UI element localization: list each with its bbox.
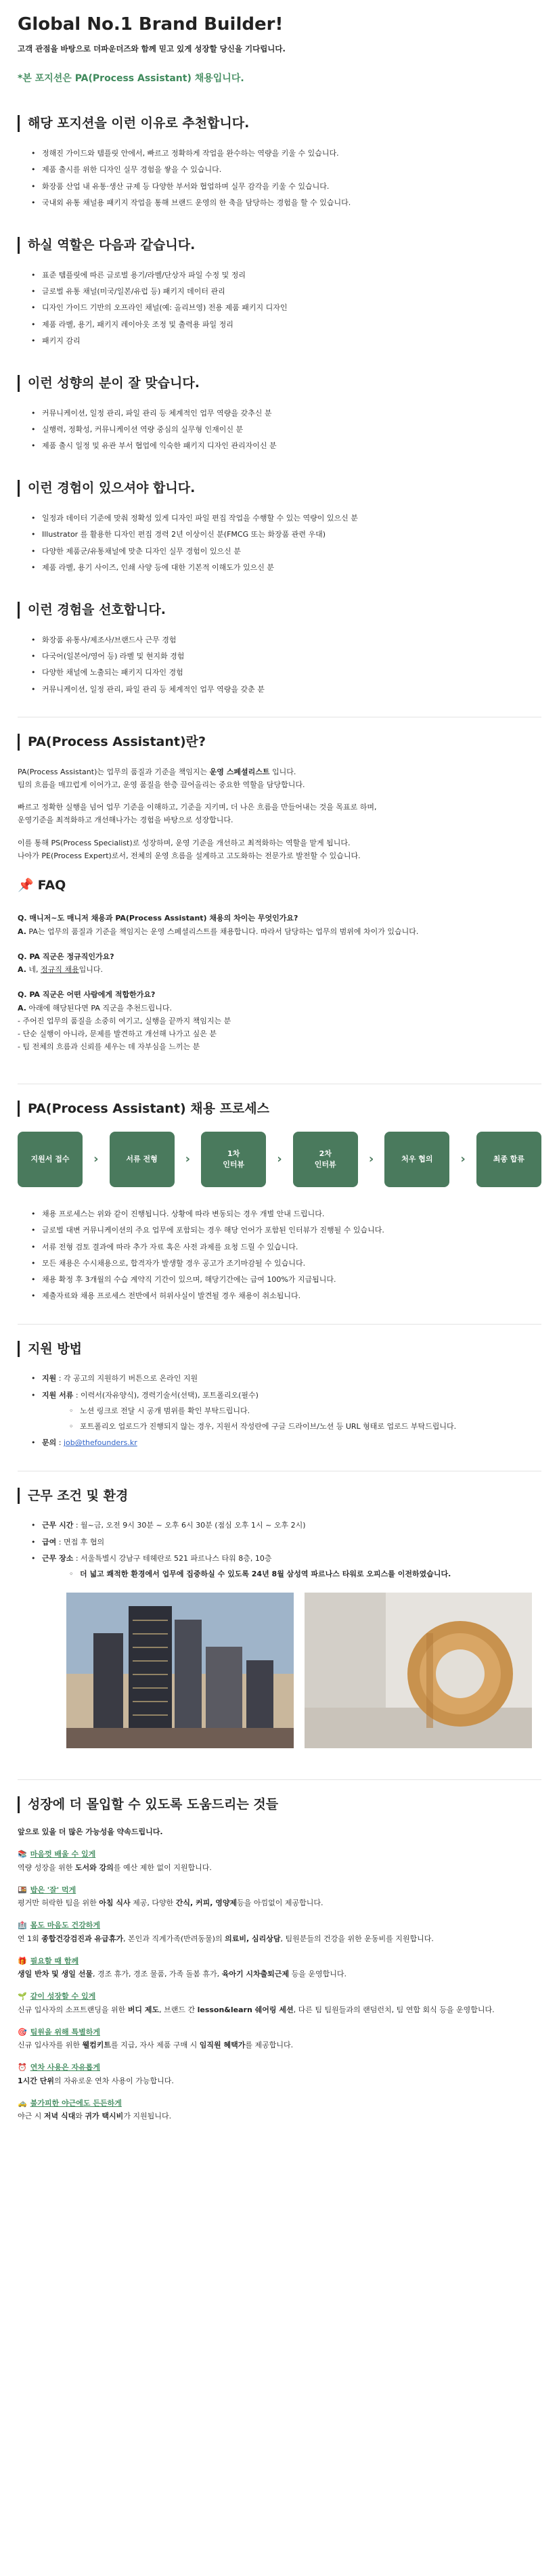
- text: PA(Process Assistant)는 업무의 품질과 기준을 책임지는: [18, 767, 210, 776]
- benefit-heading: [18, 2061, 541, 2074]
- text-strong: 귀가 택시비: [85, 2112, 124, 2121]
- text: : 월~금, 오전 9시 30분 ~ 오후 6시 30분 (점심 오후 1시 ~ 오후 2시): [73, 1521, 306, 1530]
- list-item: • 화장품 산업 내 유통·생산 규제 등 다양한 부서와 협업하며 실무 감각을 키울 수 있습니다.: [31, 180, 541, 193]
- faq-line: - 팀 전체의 흐름과 신뢰를 세우는 데 자부심을 느끼는 분: [18, 1042, 200, 1052]
- chevron-right-icon: ›: [185, 1152, 191, 1167]
- benefit-body: [18, 1932, 541, 1945]
- text: : 서울특별시 강남구 테헤란로 521 파르나스 타워 8층, 10층: [73, 1553, 272, 1563]
- list-item: • 패키지 감리: [31, 334, 541, 347]
- chevron-right-icon: ›: [368, 1152, 374, 1167]
- text-strong: A.: [18, 965, 26, 975]
- list-item: • 채용 프로세스는 위와 같이 진행됩니다. 상황에 따라 변동되는 경우 개별 안내 드립니다.: [31, 1207, 541, 1220]
- text: : 각 공고의 지원하기 버튼으로 온라인 지원: [56, 1374, 198, 1383]
- text-underlined: 정규직 채용: [41, 965, 79, 975]
- chevron-right-icon: ›: [93, 1152, 99, 1167]
- process-step: 처우 협의: [384, 1132, 449, 1187]
- text: 역량 성장을 위한: [18, 1863, 75, 1872]
- section-title: 이런 성향의 분이 잘 맞습니다.: [18, 375, 541, 392]
- list-item: • 모든 채용은 수시채용으로, 합격자가 발생할 경우 공고가 조기마감될 수 있습니다.: [31, 1257, 541, 1270]
- text-strong: 지원 서류: [42, 1390, 74, 1400]
- process-step: 1차 인터뷰: [201, 1132, 266, 1187]
- section-title: 근무 조건 및 환경: [18, 1488, 541, 1505]
- list-item: • 다국어(일본어/영어 등) 라벨 및 현지화 경험: [31, 650, 541, 663]
- benefit-heading: [18, 1919, 541, 1932]
- faq-answer: [18, 963, 541, 976]
- text-strong: 급여: [42, 1537, 57, 1547]
- benefit-body: [18, 1896, 541, 1909]
- text: 와: [75, 2112, 85, 2121]
- personality-list: [18, 407, 541, 453]
- faq-answer: [18, 925, 541, 938]
- text-strong: 앞으로 있을 더 많은 가능성을 약속드립니다.: [18, 1827, 163, 1837]
- benefit-body: [18, 2110, 541, 2123]
- duties-list: [18, 269, 541, 347]
- section-apply: [18, 1330, 541, 1467]
- text: 이를 통해 PS(Process Specialist)로 성장하며, 운영 기준을 개선하고 최적화하는 역할을 맡게 됩니다.: [18, 838, 351, 847]
- text-strong: A.: [18, 1003, 26, 1013]
- text: :: [56, 1438, 64, 1448]
- text: 평거만 허락한 팀을 위한: [18, 1898, 99, 1908]
- list-item: • 표준 템플릿에 따른 글로벌 용기/라벨/단상자 파일 수정 및 정리: [31, 269, 541, 282]
- list-item: [31, 1436, 541, 1449]
- text: , 다른 팀 팀원들과의 랜덤런치, 팀 연합 회식 등을 운영합니다.: [293, 2005, 495, 2014]
- list-item: [69, 1568, 541, 1580]
- list-item: • 실행력, 정확성, 커뮤니케이션 역량 중심의 실무형 인재이신 분: [31, 423, 541, 436]
- contact-email-link[interactable]: job@thefounders.kr: [63, 1438, 137, 1448]
- benefits-intro: [18, 1825, 541, 1838]
- benefit-heading: [18, 1955, 541, 1968]
- benefit-item: [18, 2026, 541, 2052]
- process-notes: [18, 1207, 541, 1303]
- benefit-body: [18, 1861, 541, 1874]
- benefit-item: [18, 1919, 541, 1945]
- text: 등을 운영합니다.: [289, 1970, 347, 1979]
- office-building-image: [66, 1593, 294, 1748]
- list-item: ◦ 포트폴리오 업로드가 진행되지 않는 경우, 지원서 작성란에 구글 드라이브/노션 등 URL 형태로 업로드 부탁드립니다.: [69, 1420, 541, 1433]
- text-strong: 종합건강검진과 유급휴가: [41, 1934, 123, 1943]
- text-strong: 의료비, 심리상담: [225, 1934, 281, 1943]
- benefit-item: [18, 1884, 541, 1910]
- text-strong: 근무 장소: [42, 1553, 74, 1563]
- process-step: 2차 인터뷰: [293, 1132, 358, 1187]
- text: 입니다.: [79, 965, 104, 975]
- text-strong: 1시간 단위: [18, 2076, 54, 2085]
- text: FAQ: [37, 878, 66, 893]
- list-item: • 일정과 데이터 기준에 맞춰 정확성 있게 디자인 파일 편집 작업을 수행할 수 있는 역량이 있으신 분: [31, 512, 541, 525]
- meal-icon: 🍱: [18, 1885, 27, 1894]
- faq-item: [18, 988, 541, 1053]
- office-lobby-image: [305, 1593, 532, 1748]
- text-strong: 버디 제도: [127, 2005, 160, 2014]
- text-strong: 간식, 커피, 영양제: [175, 1898, 238, 1908]
- text: 몸도 마음도 건강하게: [30, 1921, 100, 1930]
- faq-item: [18, 912, 541, 938]
- section-benefits: [18, 1785, 541, 2146]
- text: 제공, 다양한: [130, 1898, 176, 1908]
- process-step: 서류 전형: [110, 1132, 175, 1187]
- section-title: PA(Process Assistant)란?: [18, 734, 541, 751]
- section-title: 이런 경험이 있으셔야 합니다.: [18, 480, 541, 497]
- text: 나아가 PE(Process Expert)로서, 전체의 운영 흐름을 설계하고 고도화하는 전문가로 발전할 수 있습니다.: [18, 851, 361, 860]
- pa-paragraph-1: [18, 765, 541, 792]
- section-title: 하실 역할은 다음과 같습니다.: [18, 237, 541, 254]
- process-step: 지원서 접수: [18, 1132, 83, 1187]
- text: 필요할 때 함께: [30, 1956, 79, 1966]
- text: 팀원을 위해 특별하게: [30, 2027, 100, 2037]
- position-note: *본 포지션은 PA(Process Assistant) 채용입니다.: [18, 72, 244, 84]
- list-item: • 제출자료와 채용 프로세스 전반에서 허위사실이 발견될 경우 채용이 취소됩니다.: [31, 1289, 541, 1302]
- target-icon: 🎯: [18, 2027, 27, 2037]
- section-required: [18, 469, 541, 591]
- page-subtitle: 고객 관점을 바탕으로 더파운더즈와 함께 믿고 있게 성장할 당신을 기다립니다.: [18, 43, 286, 53]
- divider: [18, 1779, 541, 1780]
- section-preferred: [18, 591, 541, 713]
- faq-answer: [18, 1002, 541, 1015]
- sub-list: [42, 1404, 541, 1434]
- text-strong: lesson&learn 쉐어링 세션: [197, 2005, 294, 2014]
- list-item: • 정해진 가이드와 템플릿 안에서, 빠르고 정확하게 작업을 완수하는 역량을 키울 수 있습니다.: [31, 147, 541, 160]
- process-flow: [18, 1132, 541, 1187]
- benefit-heading: [18, 1990, 541, 2003]
- text-strong: 근무 시간: [42, 1521, 74, 1530]
- gift-icon: 🎁: [18, 1956, 27, 1966]
- text: 밥은 '잘' 먹게: [30, 1885, 76, 1894]
- chevron-right-icon: ›: [277, 1152, 282, 1167]
- list-item: • 제품 라벨, 용기 사이즈, 인쇄 사양 등에 대한 기본적 이해도가 있으신 분: [31, 561, 541, 574]
- text: 불가피한 야근에도 든든하게: [30, 2098, 122, 2108]
- text: 같이 성장할 수 있게: [30, 1992, 96, 2001]
- text-strong: 육아기 시차출퇴근제: [221, 1970, 290, 1979]
- list-item: • 채용 확정 후 3개월의 수습 계약직 기간이 있으며, 해당기간에는 급여 100%가 지급됩니다.: [31, 1273, 541, 1286]
- list-item: • 국내외 유통 채널용 패키지 작업을 통해 브랜드 운영의 한 축을 담당하는 경험을 할 수 있습니다.: [31, 196, 541, 209]
- text-strong: 임직원 혜택가: [199, 2041, 246, 2050]
- list-item: • 제품 출시 일정 및 유관 부서 협업에 익숙한 패키지 디자인 관리자이신 분: [31, 439, 541, 452]
- text-strong: 저녁 식대: [43, 2112, 76, 2121]
- text-strong: 운영 스페셜리스트: [209, 767, 270, 776]
- benefit-item: [18, 1990, 541, 2016]
- faq-title: [18, 874, 541, 897]
- faq-question: Q. 매니저~도 매니저 채용과 PA(Process Assistant) 채용의 차이는 무엇인가요?: [18, 914, 298, 923]
- section-pa: [18, 723, 541, 1080]
- section-title: 이런 경험을 선호합니다.: [18, 602, 541, 619]
- pa-paragraph-3: [18, 837, 541, 863]
- text-strong: 도서와 강의: [74, 1863, 114, 1872]
- faq-item: [18, 950, 541, 977]
- taxi-icon: 🚕: [18, 2098, 27, 2108]
- text: , 팀원분들의 건강을 위한 운동비를 지원합니다.: [280, 1934, 434, 1943]
- list-item: • 글로벌 대변 커뮤니케이션의 주요 업무에 포함되는 경우 해당 언어가 포함된 인터뷰가 진행될 수 있습니다.: [31, 1224, 541, 1237]
- text: 를 제공합니다.: [245, 2041, 294, 2050]
- preferred-list: [18, 634, 541, 696]
- text-strong: 지원: [42, 1374, 57, 1383]
- benefit-body: [18, 2074, 541, 2087]
- benefit-body: [18, 2003, 541, 2016]
- faq-line: - 단순 실행이 아니라, 문제를 발견하고 개선해 나가고 싶은 분: [18, 1029, 217, 1039]
- text-strong: 웰컴키트: [82, 2041, 112, 2050]
- list-item: [31, 1552, 541, 1581]
- benefit-item: [18, 1955, 541, 1981]
- section-duties: [18, 226, 541, 364]
- book-icon: 📚: [18, 1850, 27, 1859]
- section-title: PA(Process Assistant) 채용 프로세스: [18, 1101, 541, 1117]
- faq-question: Q. PA 직군은 정규직인가요?: [18, 952, 114, 961]
- section-conditions: [18, 1477, 541, 1776]
- text: 운영기준을 최적화하고 개선해나가는 경험을 바탕으로 성장합니다.: [18, 816, 233, 825]
- section-process: [18, 1090, 541, 1320]
- text-strong: 생일 반차 및 생일 선물: [18, 1970, 93, 1979]
- benefit-item: [18, 1848, 541, 1874]
- benefit-heading: [18, 2026, 541, 2039]
- list-item: [31, 1536, 541, 1549]
- process-step: 최종 합류: [476, 1132, 541, 1187]
- page-header: [18, 14, 541, 87]
- text: 연 1회: [18, 1934, 42, 1943]
- list-item: • 커뮤니케이션, 일정 관리, 파일 관리 등 체계적인 업무 역량을 갖춘 분: [31, 683, 541, 696]
- conditions-list: [18, 1519, 541, 1580]
- text: 마음껏 배울 수 있게: [30, 1850, 96, 1859]
- required-list: [18, 512, 541, 574]
- text: 야근 시: [18, 2112, 44, 2121]
- faq-line: - 주어진 업무의 품질을 소중히 여기고, 실행을 끝까지 책임지는 분: [18, 1016, 231, 1025]
- hospital-icon: 🏥: [18, 1921, 27, 1930]
- list-item: • 제품 라벨, 용기, 패키지 레이아웃 조정 및 출력용 파일 정리: [31, 318, 541, 331]
- text: 신규 입사자를 위한: [18, 2041, 83, 2050]
- text-strong: 아침 식사: [99, 1898, 131, 1908]
- text: 빠르고 정확한 실행을 넘어 업무 기준을 이해하고, 기준을 지키며, 더 나은 흐름을 만들어내는 것을 목표로 하며,: [18, 803, 377, 812]
- text: : 이력서(자유양식), 경력기술서(선택), 포트폴리오(필수): [73, 1390, 259, 1400]
- text: 의 자유로운 연차 사용이 가능합니다.: [54, 2076, 174, 2085]
- pa-paragraph-2: [18, 801, 541, 827]
- list-item: • 커뮤니케이션, 일정 관리, 파일 관리 등 체계적인 업무 역량을 갖추신 분: [31, 407, 541, 420]
- apply-list: [18, 1372, 541, 1449]
- faq-question: Q. PA 직군은 어떤 사람에게 적합한가요?: [18, 990, 156, 1000]
- benefit-heading: [18, 2097, 541, 2110]
- text: 연차 사용은 자유롭게: [30, 2063, 100, 2072]
- text-strong: A.: [18, 927, 26, 936]
- text: 팀의 흐름을 매끄럽게 이어가고, 운영 품질을 한층 끌어올리는 중요한 역할을 담당합니다.: [18, 780, 305, 789]
- section-title: 지원 방법: [18, 1341, 541, 1358]
- pin-icon: 📌: [18, 878, 34, 893]
- list-item: • 글로벌 유통 채널(미국/일본/유럽 등) 패키지 데이터 관리: [31, 285, 541, 298]
- section-reasons: [18, 104, 541, 226]
- text: 입니다.: [269, 767, 296, 776]
- list-item: [31, 1389, 541, 1434]
- list-item: [31, 1372, 541, 1385]
- page-title: Global No.1 Brand Builder!: [18, 14, 284, 35]
- clock-icon: ⏰: [18, 2063, 27, 2072]
- list-item: • Illustrator 를 활용한 디자인 편집 경력 2년 이상이신 분(FMCG 또는 화장품 관련 우대): [31, 528, 541, 541]
- text: : 면접 후 협의: [56, 1537, 105, 1547]
- text: , 경조 휴가, 경조 물품, 가족 돌봄 휴가,: [92, 1970, 222, 1979]
- section-title: 성장에 더 몰입할 수 있도록 도움드리는 것들: [18, 1796, 541, 1813]
- divider: [18, 1324, 541, 1325]
- benefit-heading: [18, 1848, 541, 1861]
- section-personality: [18, 364, 541, 469]
- office-photos: [18, 1593, 541, 1748]
- benefit-body: [18, 1968, 541, 1980]
- benefit-body: [18, 2039, 541, 2051]
- list-item: • 다양한 채널에 노출되는 패키지 디자인 경험: [31, 666, 541, 679]
- text: 가 지원됩니다.: [123, 2112, 172, 2121]
- section-title: 해당 포지션을 이런 이유로 추천합니다.: [18, 115, 541, 132]
- text-strong: 더 넓고 쾌적한 환경에서 업무에 집중하실 수 있도록 24년 8월 삼성역 파르나스 타워로 오피스를 이전하였습니다.: [80, 1570, 451, 1579]
- list-item: • 화장품 유통사/제조사/브랜드사 근무 경험: [31, 634, 541, 646]
- list-item: ◦ 노션 링크로 전달 시 공개 범위를 확인 부탁드립니다.: [69, 1404, 541, 1417]
- text: 를 예산 제한 없이 지원합니다.: [113, 1863, 212, 1872]
- text: , 본인과 직계가족(반려동물)의: [122, 1934, 225, 1943]
- chevron-right-icon: ›: [460, 1152, 466, 1167]
- text: 를 지급, 자사 제품 구매 시: [111, 2041, 200, 2050]
- text: 등을 아낌없이 제공합니다.: [237, 1898, 323, 1908]
- seedling-icon: 🌱: [18, 1992, 27, 2001]
- text: 신규 입사자의 소프트랜딩을 위한: [18, 2005, 128, 2014]
- reasons-list: [18, 147, 541, 209]
- text: 아래에 해당된다면 PA 직군을 추천드립니다.: [26, 1003, 172, 1013]
- text: , 브랜드 간: [159, 2005, 198, 2014]
- list-item: • 다양한 제품군/유통채널에 맞춘 디자인 실무 경험이 있으신 분: [31, 545, 541, 558]
- text: 네,: [26, 965, 41, 975]
- text: PA는 업무의 품질과 기준을 책임지는 운영 스페셜리스트를 채용합니다. 따라서 담당하는 업무의 범위에 차이가 있습니다.: [26, 927, 419, 936]
- list-item: • 제품 출시를 위한 디자인 실무 경험을 쌓을 수 있습니다.: [31, 163, 541, 176]
- text-strong: 문의: [42, 1438, 57, 1448]
- sub-list: [42, 1568, 541, 1580]
- list-item: • 서류 전형 검토 결과에 따라 추가 자료 혹은 사전 과제를 요청 드릴 수 있습니다.: [31, 1241, 541, 1253]
- benefit-heading: [18, 1884, 541, 1896]
- benefit-item: [18, 2097, 541, 2123]
- benefit-item: [18, 2061, 541, 2087]
- list-item: • 디자인 가이드 기반의 오프라인 채널(예: 올리브영) 전용 제품 패키지 디자인: [31, 301, 541, 314]
- list-item: [31, 1519, 541, 1532]
